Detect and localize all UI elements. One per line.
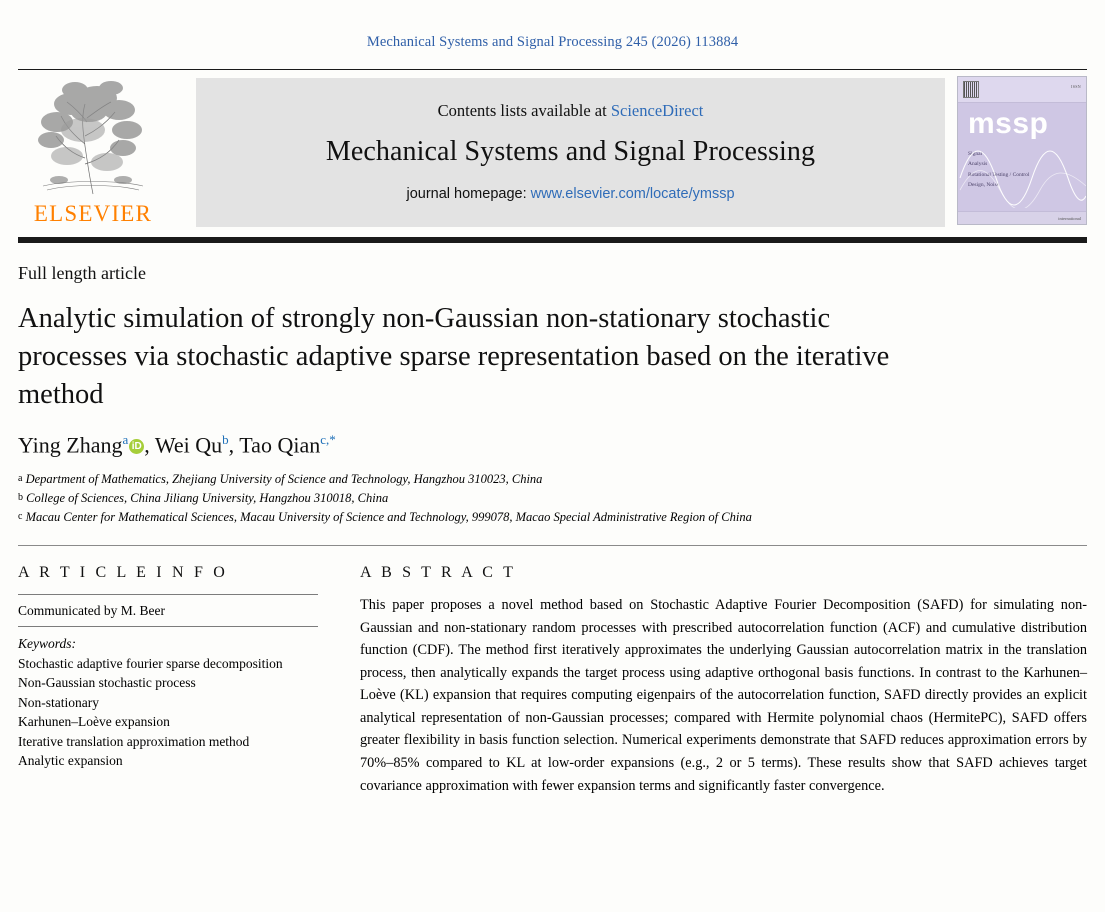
affiliation-text: College of Sciences, China Jiliang University, Hangzhou 310018, China [26,491,389,505]
list-item: Non-Gaussian stochastic process [18,675,196,691]
abstract-paragraph: This paper proposes a novel method based on Stochastic Adaptive Fourier Decomposition (SAFD) for simulating non-Gaussian and non-stationary random processes with prescribed autocorrelation function (ACF) and cumulative distribution function (CDF). The method first iteratively approximates the underlying Gaussian autocorrelation matrix in the translation process, then analytically expands the target process using adaptive orthogonal basis functions. In contrast to the Karhunen–Loève (KL) expansion that requires computing eigenpairs of the autocorrelation function, SAFD directly provides an explicit analytical representation of non-Gaussian processes; compared with Hermite polynomial chaos (HermitePC), SAFD offers greater flexibility in basis function selection. Numerical experiments demonstrate that SAFD reduces approximation errors by 70%–85% compared to KL at low-order expansions (e.g., 2 or 5 terms). These results show that SAFD achieves target covariance approximation with fewer expansion terms and significantly faster convergence. [360,597,1087,794]
keywords-title: Keywords: [18,636,76,651]
abstract-body [360,594,1087,797]
article-info-column [18,564,318,797]
journal-homepage-link[interactable]: www.elsevier.com/locate/ymssp [530,186,735,202]
journal-cover-image [957,76,1087,225]
author-separator: , [228,432,240,457]
affiliation-text: Department of Mathematics, Zhejiang University of Science and Technology, Hangzhou 310023, China [25,472,543,486]
elsevier-logo [18,70,168,237]
author-affiliation-mark: b [222,431,229,447]
article-info-heading: A R T I C L E I N F O [18,564,229,581]
author-name: Ying Zhang [18,432,123,457]
orcid-icon[interactable]: iD [129,439,144,454]
cover-footer-text: international [958,211,1086,224]
abstract-heading: A B S T R A C T [360,564,517,581]
list-item: Non-stationary [18,694,99,710]
list-item: Karhunen–Loève expansion [18,714,170,730]
info-abstract-columns [18,564,1087,797]
affiliations [18,470,878,527]
affiliation-item [18,508,878,527]
keywords-list [18,654,318,771]
sciencedirect-link[interactable]: ScienceDirect [610,101,704,120]
affiliation-label: b [18,492,23,503]
affiliation-label: a [18,473,23,484]
cover-topic: Rotational Testing / Control [968,171,1030,178]
list-item: Iterative translation approximation method [18,733,250,749]
list-item: Stochastic adaptive fourier sparse decomposition [18,655,283,671]
author-separator: , [144,432,155,457]
page-title: Analytic simulation of strongly non-Gaussian non-stationary stochastic processes via stochastic adaptive sparse representation based on the iterative method [18,303,890,410]
list-item: Analytic expansion [18,753,123,769]
affiliation-label: c [18,511,23,522]
elsevier-wordmark: ELSEVIER [33,201,153,226]
homepage-line [406,186,734,202]
affiliation-text: Macau Center for Mathematical Sciences, Macau University of Science and Technology, 999078, Macao Special Administrative Region of China [25,510,752,524]
cover-waveform-graphic [958,138,1087,208]
contents-prefix: Contents lists available at [437,101,607,120]
section-divider [18,545,1087,546]
cover-topic: Analysis [968,161,988,168]
journal-band [196,78,945,227]
elsevier-tree-icon [23,74,163,200]
abstract-column [360,564,1087,797]
author-name: Wei Qu [154,432,223,457]
journal-title: Mechanical Systems and Signal Processing [325,136,816,167]
article-type: Full length article [18,263,146,283]
author-list [18,432,1087,458]
cover-header-strip [958,77,1086,103]
barcode-icon [963,81,979,98]
contents-line [438,101,704,121]
author-name: Tao Qian [239,432,321,457]
affiliation-item [18,489,878,508]
cover-issn-label: ISSN [1071,84,1081,89]
homepage-prefix: journal homepage: [406,186,527,202]
cover-topic: Signal [968,151,983,157]
keywords-block [18,627,318,771]
cover-logo-text: mssp [968,107,1049,140]
running-head: Mechanical Systems and Signal Processing 245 (2026) 113884 [366,34,739,50]
author-affiliation-mark: c,* [320,431,336,447]
affiliation-item [18,470,878,489]
author-affiliation-mark: a [122,431,129,447]
journal-masthead [18,69,1087,237]
cover-topic: Design, Noise [968,182,1000,189]
communicated-by: Communicated by M. Beer [18,603,165,618]
